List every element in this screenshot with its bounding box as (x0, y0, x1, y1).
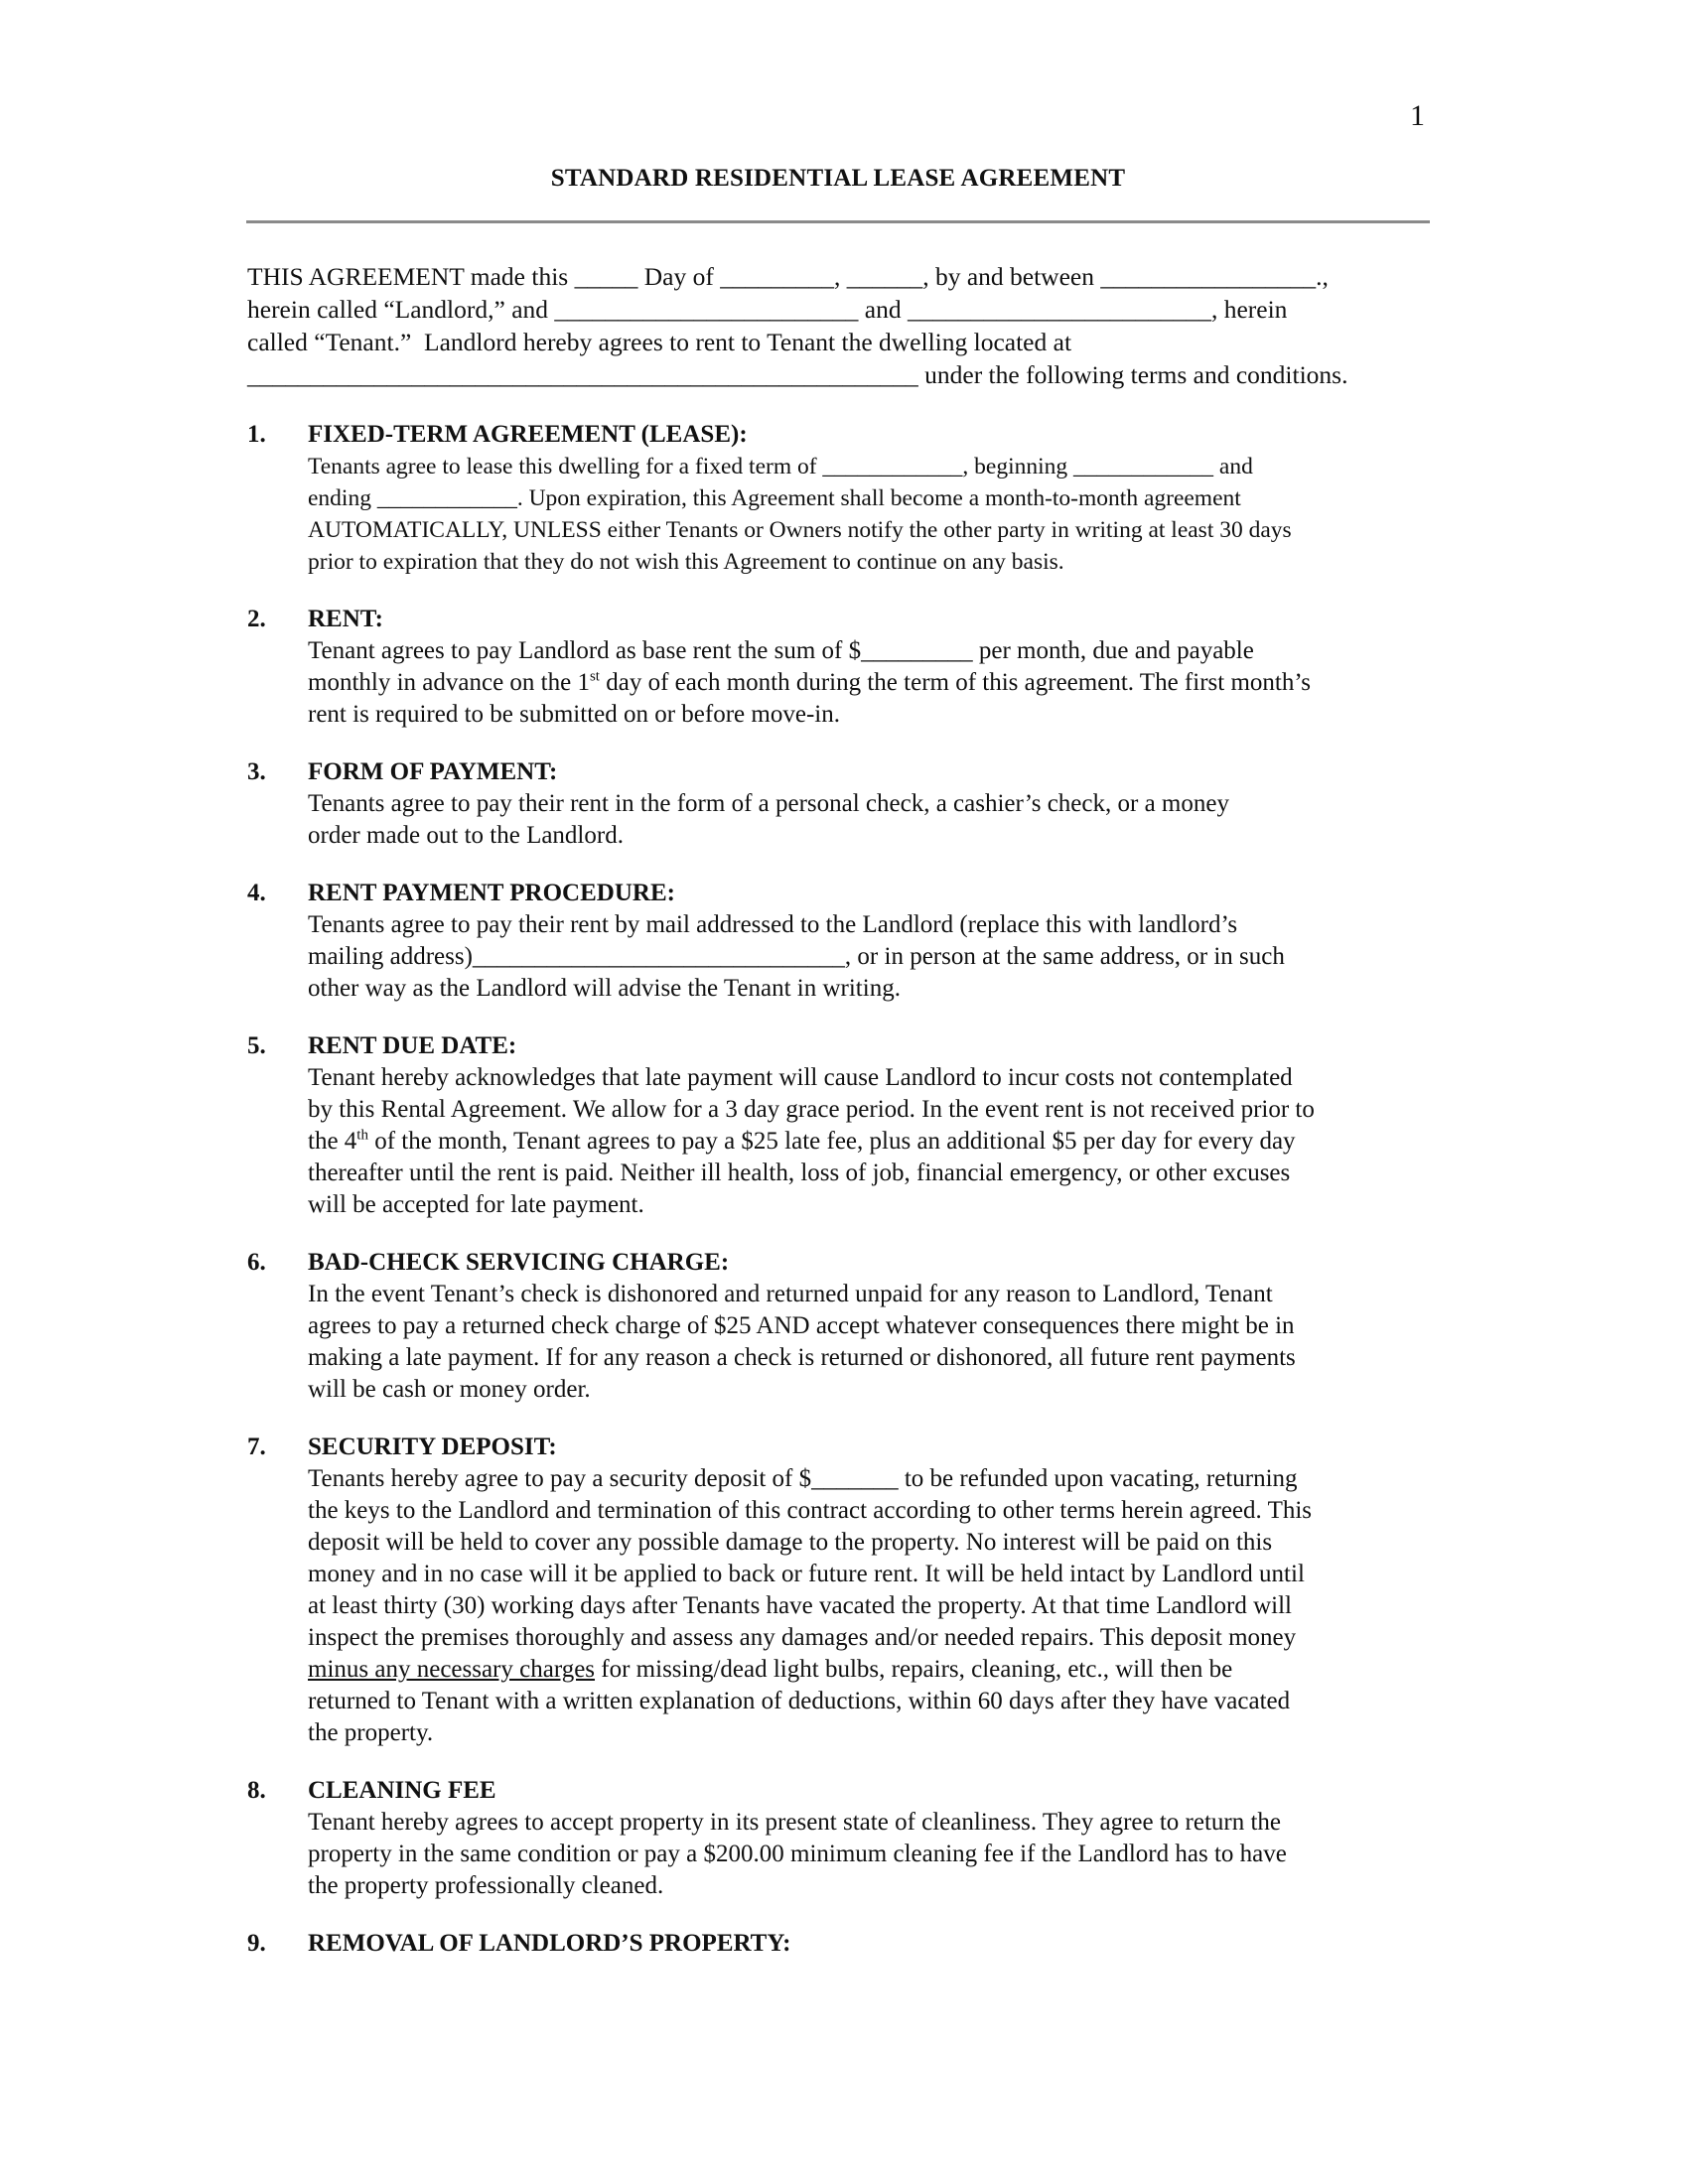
body-line: thereafter until the rent is paid. Neither ill health, loss of job, financial emergency, or other excuses (308, 1160, 1291, 1186)
section-number: 4. (247, 880, 266, 906)
body-line: the keys to the Landlord and termination of this contract according to other terms herein agreed. This (308, 1497, 1313, 1524)
title-divider (246, 220, 1430, 223)
section-fixed-term (247, 418, 1439, 578)
body-line: mailing address)______________________________, or in person at the same address, or in such (308, 943, 1285, 970)
section-number: 1. (247, 421, 266, 448)
body-line: Tenant hereby acknowledges that late payment will cause Landlord to incur costs not contemplated (308, 1064, 1293, 1091)
body-line: rent is required to be submitted on or before move-in. (308, 701, 840, 728)
section-number: 2. (247, 606, 266, 632)
section-body (308, 1062, 1439, 1221)
section-heading: CLEANING FEE (308, 1777, 496, 1804)
section-body (308, 1279, 1439, 1406)
body-line: will be accepted for late payment. (308, 1191, 644, 1218)
section-body (308, 635, 1439, 731)
section-removal-of-property (247, 1927, 1439, 1960)
section-body (308, 909, 1439, 1005)
body-line: Tenant agrees to pay Landlord as base rent the sum of $_________ per month, due and payable (308, 637, 1254, 664)
body-line: In the event Tenant’s check is dishonored and returned unpaid for any reason to Landlord, Tenant (308, 1281, 1273, 1307)
underlined-text: minus any necessary charges (308, 1656, 596, 1683)
body-line: agrees to pay a returned check charge of $25 AND accept whatever consequences there might be in (308, 1312, 1295, 1339)
section-number: 9. (247, 1930, 266, 1957)
body-line: money and in no case will it be applied to back or future rent. It will be held intact by Landlord until (308, 1561, 1305, 1587)
body-text: for missing/dead light bulbs, repairs, cleaning, etc., will then be (595, 1656, 1233, 1683)
body-line: Tenants hereby agree to pay a security deposit of $_______ to be refunded upon vacating, returning (308, 1465, 1298, 1492)
section-cleaning-fee (247, 1774, 1439, 1902)
body-line: Tenants agree to pay their rent in the form of a personal check, a cashier’s check, or a money (308, 790, 1229, 817)
intro-line: _____________________________________________________ under the following terms and conditions. (247, 360, 1348, 389)
body-line: Tenant hereby agrees to accept property in its present state of cleanliness. They agree to return the (308, 1809, 1282, 1836)
body-line (308, 667, 1439, 699)
body-line: other way as the Landlord will advise the Tenant in writing. (308, 975, 901, 1002)
body-line (308, 1654, 1439, 1686)
body-line: at least thirty (30) working days after Tenants have vacated the property. At that time Landlord will (308, 1592, 1293, 1619)
body-line: will be cash or money order. (308, 1376, 591, 1403)
intro-paragraph (247, 260, 1439, 391)
section-form-of-payment (247, 755, 1439, 852)
section-number: 7. (247, 1433, 266, 1460)
section-number: 5. (247, 1032, 266, 1059)
body-line (308, 1126, 1439, 1158)
body-line: order made out to the Landlord. (308, 822, 624, 849)
section-body (308, 451, 1439, 578)
section-number: 3. (247, 758, 266, 785)
section-heading: BAD-CHECK SERVICING CHARGE: (308, 1249, 730, 1276)
document-title: STANDARD RESIDENTIAL LEASE AGREEMENT (550, 165, 1126, 192)
body-text: the 4 (308, 1128, 357, 1155)
section-heading: REMOVAL OF LANDLORD’S PROPERTY: (308, 1930, 791, 1957)
section-rent-due-date (247, 1029, 1439, 1221)
body-line: the property. (308, 1719, 434, 1746)
section-body (308, 1463, 1439, 1749)
section-heading: FORM OF PAYMENT: (308, 758, 558, 785)
body-line: returned to Tenant with a written explanation of deductions, within 60 days after they have vacated (308, 1688, 1291, 1714)
section-body (308, 1807, 1439, 1902)
intro-line: herein called “Landlord,” and ________________________ and ________________________, herein (247, 295, 1288, 324)
section-heading: RENT DUE DATE: (308, 1032, 517, 1059)
body-line: making a late payment. If for any reason a check is returned or dishonored, all future rent payments (308, 1344, 1296, 1371)
body-text: of the month, Tenant agrees to pay a $25 late fee, plus an additional $5 per day for every day (367, 1128, 1296, 1155)
section-heading: FIXED-TERM AGREEMENT (LEASE): (308, 421, 748, 448)
body-line: prior to expiration that they do not wish this Agreement to continue on any basis. (308, 549, 1064, 575)
superscript: st (589, 668, 600, 685)
section-heading: RENT: (308, 606, 383, 632)
body-line: ending ____________. Upon expiration, this Agreement shall become a month-to-month agreement (308, 485, 1241, 511)
body-line: deposit will be held to cover any possible damage to the property. No interest will be paid on this (308, 1529, 1273, 1556)
body-line: AUTOMATICALLY, UNLESS either Tenants or Owners notify the other party in writing at least 30 days (308, 517, 1292, 543)
lease-sections (247, 418, 1439, 1984)
body-line: the property professionally cleaned. (308, 1872, 664, 1899)
page-number: 1 (1410, 99, 1425, 132)
body-line: by this Rental Agreement. We allow for a 3 day grace period. In the event rent is not received prior to (308, 1096, 1315, 1123)
body-line: inspect the premises thoroughly and assess any damages and/or needed repairs. This deposit money (308, 1624, 1297, 1651)
intro-line: THIS AGREEMENT made this _____ Day of _________, ______, by and between _________________., (247, 262, 1329, 291)
section-body (308, 788, 1439, 852)
section-payment-procedure (247, 877, 1439, 1005)
intro-line: called “Tenant.” Landlord hereby agrees to rent to Tenant the dwelling located at (247, 328, 1072, 356)
section-rent (247, 603, 1439, 731)
section-heading: RENT PAYMENT PROCEDURE: (308, 880, 675, 906)
section-bad-check (247, 1246, 1439, 1406)
section-number: 8. (247, 1777, 266, 1804)
body-text: monthly in advance on the 1 (308, 669, 590, 696)
body-line: property in the same condition or pay a $200.00 minimum cleaning fee if the Landlord has to have (308, 1841, 1287, 1867)
section-number: 6. (247, 1249, 266, 1276)
body-text: day of each month during the term of this agreement. The first month’s (599, 669, 1312, 696)
body-line: Tenants agree to pay their rent by mail addressed to the Landlord (replace this with landlord’s (308, 911, 1238, 938)
superscript: th (356, 1127, 368, 1144)
section-security-deposit (247, 1431, 1439, 1749)
body-line: Tenants agree to lease this dwelling for a fixed term of ____________, beginning ____________ and (308, 454, 1253, 479)
section-heading: SECURITY DEPOSIT: (308, 1433, 557, 1460)
